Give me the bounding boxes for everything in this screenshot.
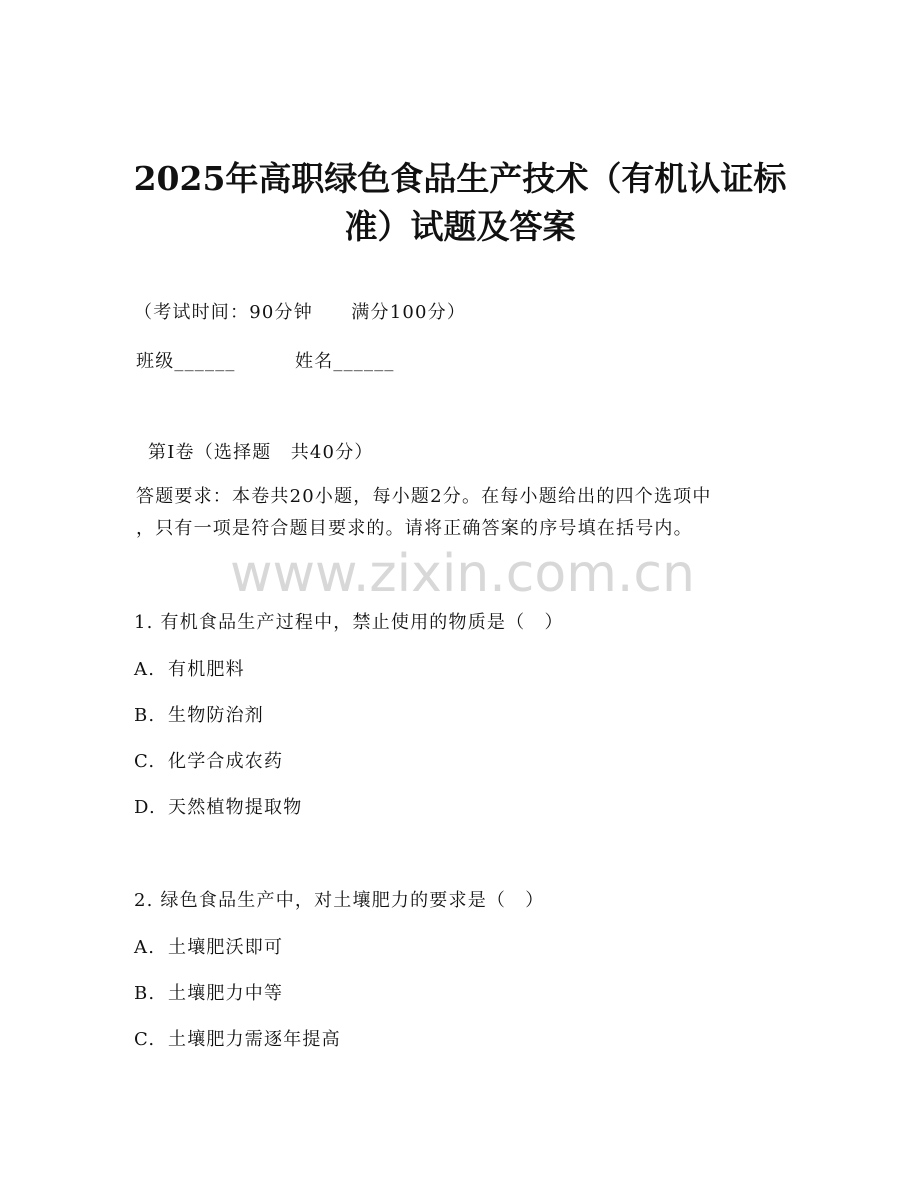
- option-tag: D.: [134, 797, 156, 818]
- question-1-option-b: [134, 707, 264, 725]
- class-field: 班级______: [136, 351, 236, 372]
- question-1-stem: 1. 有机食品生产过程中，禁止使用的物质是（ ）: [134, 612, 564, 633]
- option-text: 有机肥料: [168, 659, 245, 680]
- question-1-option-c: [134, 753, 283, 771]
- option-text: 化学合成农药: [168, 751, 284, 772]
- question-1-option-d: [134, 799, 302, 817]
- question-2-stem: 2. 绿色食品生产中，对土壤肥力的要求是（ ）: [134, 890, 545, 911]
- option-tag: C.: [134, 1029, 156, 1050]
- name-field: 姓名______: [295, 351, 395, 372]
- option-text: 生物防治剂: [168, 705, 264, 726]
- option-text: 土壤肥力需逐年提高: [168, 1029, 341, 1050]
- question-2-option-c: [134, 1031, 341, 1049]
- document-title-line-2: 准）试题及答案: [344, 207, 576, 246]
- option-text: 土壤肥沃即可: [168, 937, 284, 958]
- option-text: 土壤肥力中等: [168, 983, 284, 1004]
- question-1-option-a: [134, 661, 245, 679]
- document-title-line-1: 2025年高职绿色食品生产技术（有机认证标: [133, 159, 787, 198]
- question-2-option-b: [134, 985, 283, 1003]
- question-2-option-a: [134, 939, 283, 957]
- option-tag: B.: [134, 705, 156, 726]
- option-tag: A.: [134, 937, 156, 958]
- section-heading: 第Ⅰ卷（选择题 共40分）: [148, 442, 374, 463]
- option-text: 天然植物提取物: [168, 797, 303, 818]
- instructions-line-2: ，只有一项是符合题目要求的。请将正确答案的序号填在括号内。: [136, 518, 693, 539]
- instructions-line-1: 答题要求：本卷共20小题，每小题2分。在每小题给出的四个选项中: [136, 486, 712, 507]
- option-tag: B.: [134, 983, 156, 1004]
- option-tag: C.: [134, 751, 156, 772]
- option-tag: A.: [134, 659, 156, 680]
- watermark: www.zixin.com.cn: [230, 544, 695, 604]
- exam-info: （考试时间：90分钟 满分100分）: [134, 302, 467, 323]
